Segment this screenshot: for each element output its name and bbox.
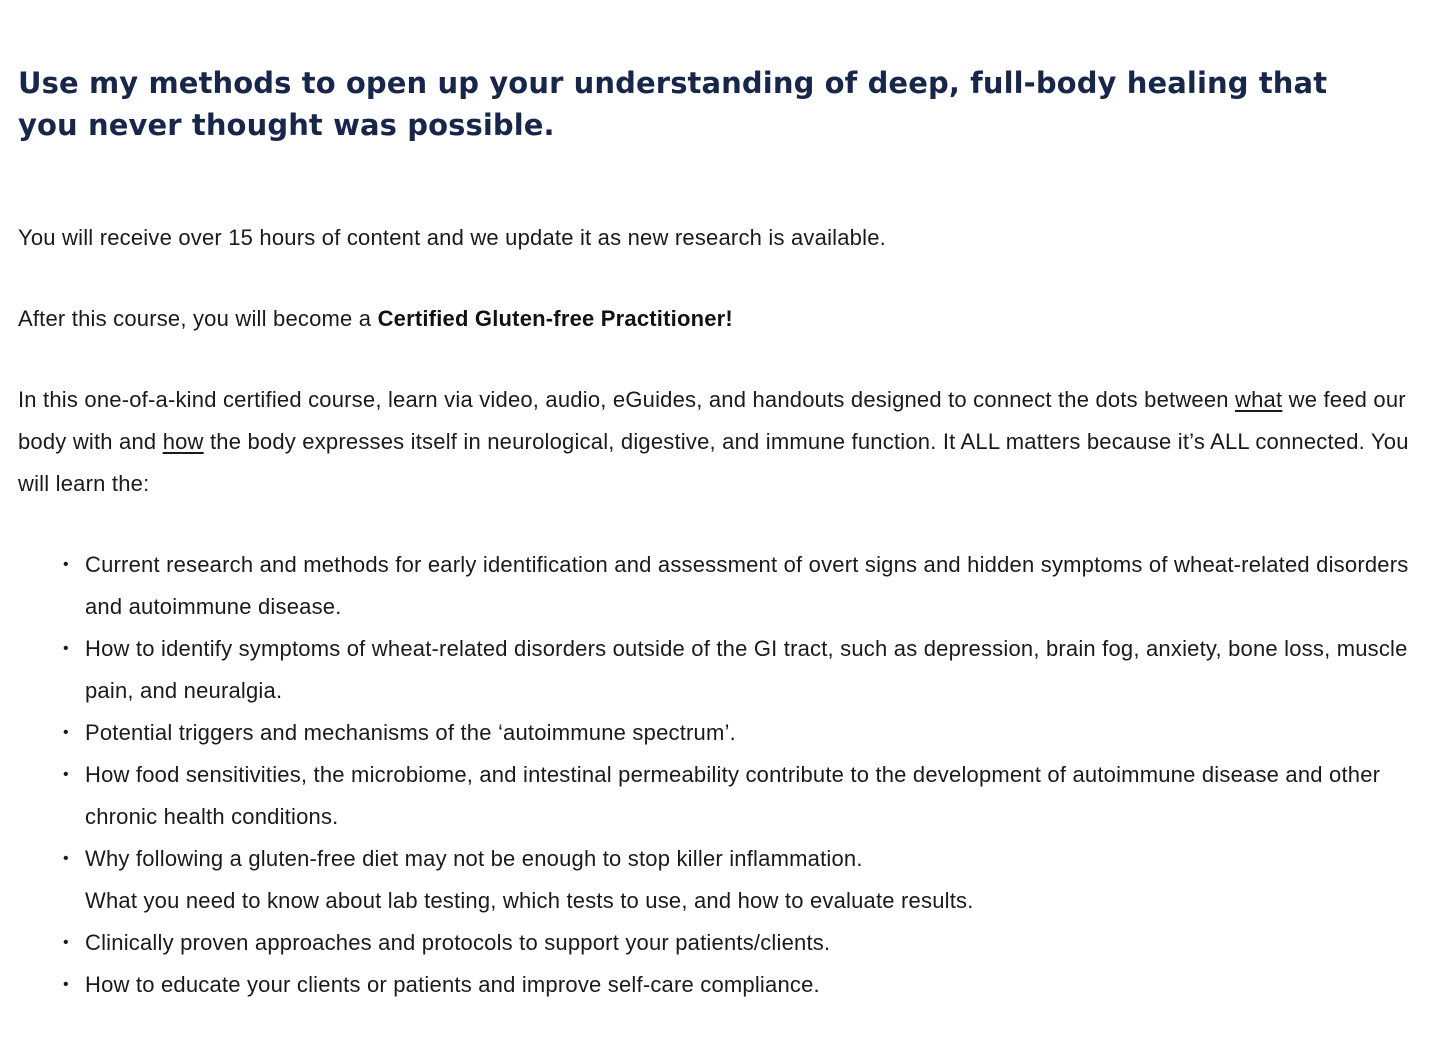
learn-list: [18, 544, 1425, 1006]
bullet-icon: •: [63, 766, 69, 783]
bullet-icon: •: [63, 934, 69, 951]
list-item: [63, 754, 1425, 838]
list-item: [63, 628, 1425, 712]
list-item-text: How food sensitivities, the microbiome, and intestinal permeability contribute to the development of autoimmune disease and other chronic health conditions.: [85, 762, 1381, 829]
certification-title: Certified Gluten-free Practitioner!: [377, 306, 733, 331]
bullet-icon: •: [63, 976, 69, 993]
intro-paragraph: [18, 379, 1413, 505]
certification-prefix: After this course, you will become a: [18, 306, 378, 331]
intro-part-3: the body expresses itself in neurological, digestive, and immune function. It ALL matters because it’s ALL connected. You will learn the:: [18, 429, 1409, 496]
what-link[interactable]: what: [1235, 387, 1283, 412]
bullet-icon: •: [63, 640, 69, 657]
bullet-icon: •: [63, 724, 69, 741]
content-hours-text: You will receive over 15 hours of content and we update it as new research is available.: [18, 225, 886, 250]
list-item-continuation: What you need to know about lab testing, which tests to use, and how to evaluate results.: [85, 888, 974, 913]
list-item: [63, 712, 1425, 754]
list-item-text: Potential triggers and mechanisms of the ‘autoimmune spectrum’.: [85, 720, 736, 745]
list-item-text: Why following a gluten-free diet may not be enough to stop killer inflammation.: [85, 846, 863, 871]
list-item: [63, 838, 1425, 922]
list-item-text: Current research and methods for early identification and assessment of overt signs and hidden symptoms of wheat-related disorders and autoimmune disease.: [85, 552, 1409, 619]
intro-part-2: we feed our body with and: [18, 387, 1406, 454]
headline: Use my methods to open up your understanding of deep, full-body healing that you never thought was possible.: [18, 66, 1328, 142]
list-item-text: How to educate your clients or patients and improve self-care compliance.: [85, 972, 820, 997]
list-item: [63, 544, 1425, 628]
how-link[interactable]: how: [162, 429, 204, 454]
list-item-text: How to identify symptoms of wheat-related disorders outside of the GI tract, such as depression, brain fog, anxiety, bone loss, muscle pain, and neuralgia.: [85, 636, 1408, 703]
list-item: [63, 964, 1425, 1006]
list-item-text: Clinically proven approaches and protocols to support your patients/clients.: [85, 930, 831, 955]
bullet-icon: •: [63, 556, 69, 573]
list-item: [63, 922, 1425, 964]
certification-text: [18, 298, 1419, 340]
bullet-icon: •: [63, 850, 69, 867]
intro-part-1: In this one-of-a-kind certified course, learn via video, audio, eGuides, and handouts designed to connect the dots between: [18, 387, 1236, 412]
